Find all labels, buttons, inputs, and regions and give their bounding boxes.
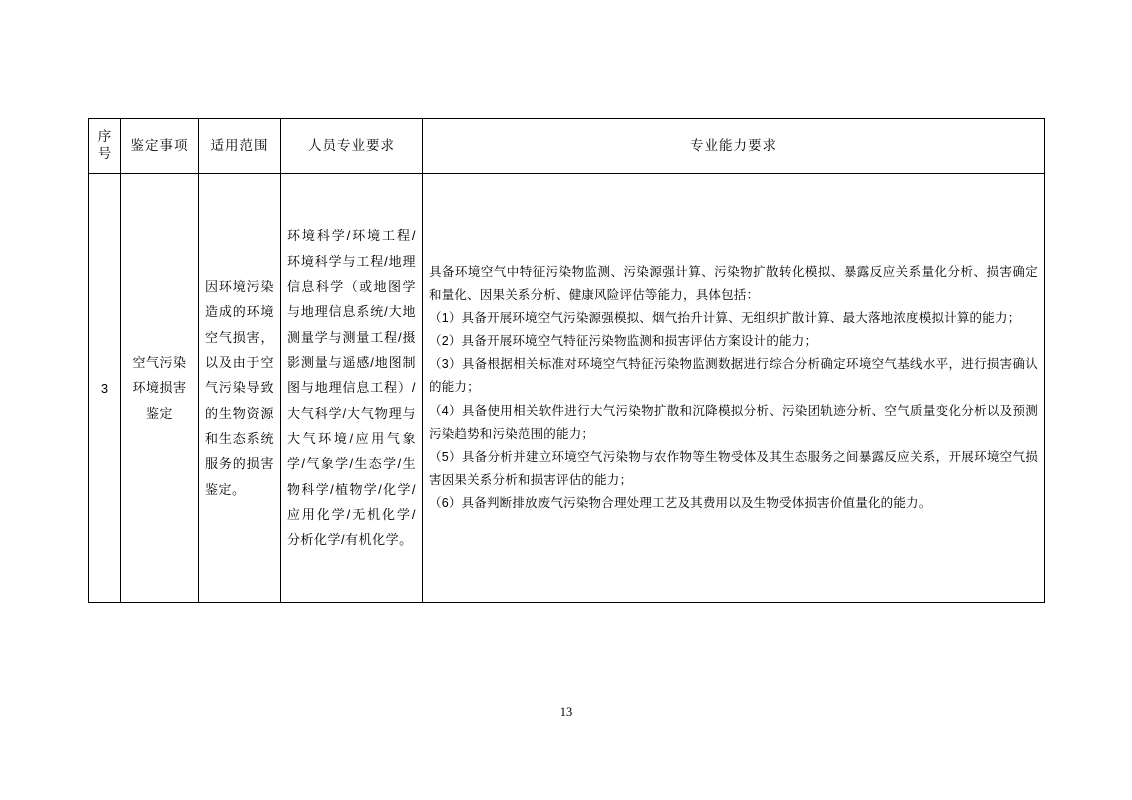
skill-item-3: （3）具备根据相关标准对环境空气特征污染物监测数据进行综合分析确定环境空气基线水平，进行损害确认的能力； bbox=[429, 357, 1038, 395]
column-header-scope: 适用范围 bbox=[199, 119, 281, 174]
cell-scope: 因环境污染造成的环境空气损害，以及由于空气污染导致的生物资源和生态系统服务的损害鉴定。 bbox=[199, 174, 281, 603]
skill-item-4: （4）具备使用相关软件进行大气污染物扩散和沉降模拟分析、污染团轨迹分析、空气质量变化分析以及预测污染趋势和污染范围的能力； bbox=[429, 403, 1038, 441]
skill-item-6: （6）具备判断排放废气污染物合理处理工艺及其费用以及生物受体损害价值量化的能力。 bbox=[429, 496, 932, 511]
skill-intro: 具备环境空气中特征污染物监测、污染源强计算、污染物扩散转化模拟、暴露反应关系量化分析、损害确定和量化、因果关系分析、健康风险评估等能力，具体包括： bbox=[429, 264, 1038, 302]
skill-item-2: （2）具备开展环境空气特征污染物监测和损害评估方案设计的能力； bbox=[429, 334, 818, 349]
column-header-skill: 专业能力要求 bbox=[423, 119, 1045, 174]
column-header-item: 鉴定事项 bbox=[121, 119, 199, 174]
cell-skill bbox=[423, 174, 1045, 603]
cell-item: 空气污染环境损害鉴定 bbox=[121, 174, 199, 603]
page-number: 13 bbox=[559, 705, 573, 719]
skill-item-5: （5）具备分析并建立环境空气污染物与农作物等生物受体及其生态服务之间暴露反应关系，开展环境空气损害因果关系分析和损害评估的能力； bbox=[429, 449, 1038, 487]
column-header-sequence bbox=[89, 119, 121, 174]
column-header-sequence-line1: 序 bbox=[97, 129, 112, 145]
qualification-table bbox=[88, 118, 1045, 603]
skill-item-1: （1）具备开展环境空气污染源强模拟、烟气抬升计算、无组织扩散计算、最大落地浓度模拟计算的能力； bbox=[429, 311, 1021, 326]
cell-major: 环境科学/环境工程/环境科学与工程/地理信息科学（或地图学与地理信息系统/大地测量学与测量工程/摄影测量与遥感/地图制图与地理信息工程）/大气科学/大气物理与大气环境/应用气象学/气象学/生态学/生物科学/植物学/化学/应用化学/无机化学/分析化学/有机化学。 bbox=[281, 174, 423, 603]
table-header-row bbox=[89, 119, 1045, 174]
cell-sequence: 3 bbox=[89, 174, 121, 603]
table-row bbox=[89, 174, 1045, 603]
column-header-major: 人员专业要求 bbox=[281, 119, 423, 174]
column-header-sequence-line2: 号 bbox=[97, 146, 112, 161]
